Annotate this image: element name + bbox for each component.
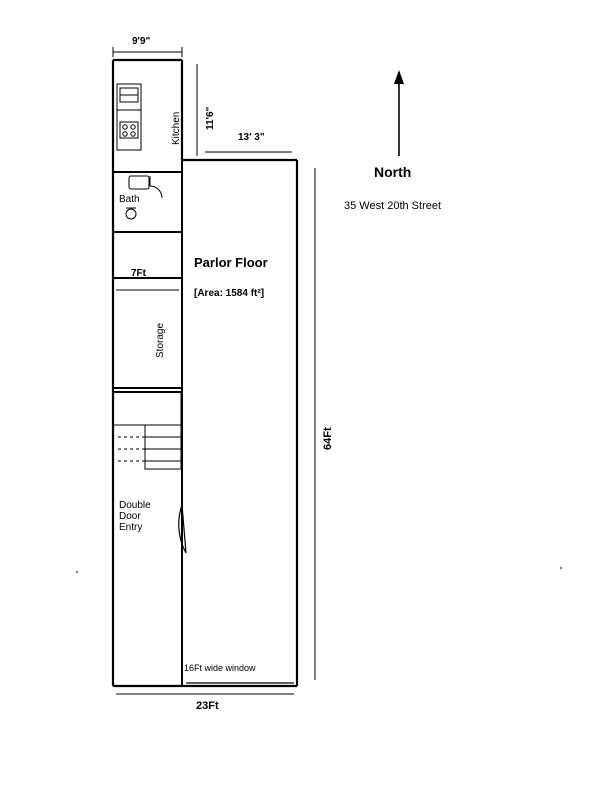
address-label: 35 West 20th Street	[344, 200, 442, 212]
dim-label-overall-depth: 64Ft	[322, 427, 334, 450]
stair-block	[113, 392, 181, 469]
building-outline	[113, 60, 297, 686]
entry-label-line2: Door	[119, 511, 141, 522]
area-label: [Area: 1584 ft²]	[194, 288, 265, 299]
dim-label-storage-width: 7Ft	[131, 268, 146, 279]
entry-label-line1: Double	[119, 500, 151, 511]
dim-label-overall-width: 23Ft	[196, 700, 219, 712]
interior-partition-walls	[113, 160, 182, 686]
dim-label-kitchen-width: 9'9"	[132, 36, 151, 47]
dim-label-parlor-top-width: 13' 3"	[238, 132, 265, 143]
page-title: Parlor Floor	[194, 255, 268, 270]
room-label-bath: Bath	[119, 194, 140, 205]
room-label-storage: Storage	[155, 322, 166, 358]
room-label-kitchen: Kitchen	[171, 111, 182, 145]
dim-kitchen-width	[113, 47, 182, 57]
north-arrow-icon	[394, 70, 404, 156]
north-label: North	[374, 164, 412, 180]
room-label-double-door-entry	[119, 500, 151, 533]
dim-label-kitchen-depth: 11'6"	[205, 106, 216, 130]
window-note-label: 16Ft wide window	[184, 663, 256, 673]
scan-speckles	[76, 567, 562, 573]
entry-label-line3: Entry	[119, 522, 143, 533]
kitchen-fixtures	[117, 84, 141, 150]
